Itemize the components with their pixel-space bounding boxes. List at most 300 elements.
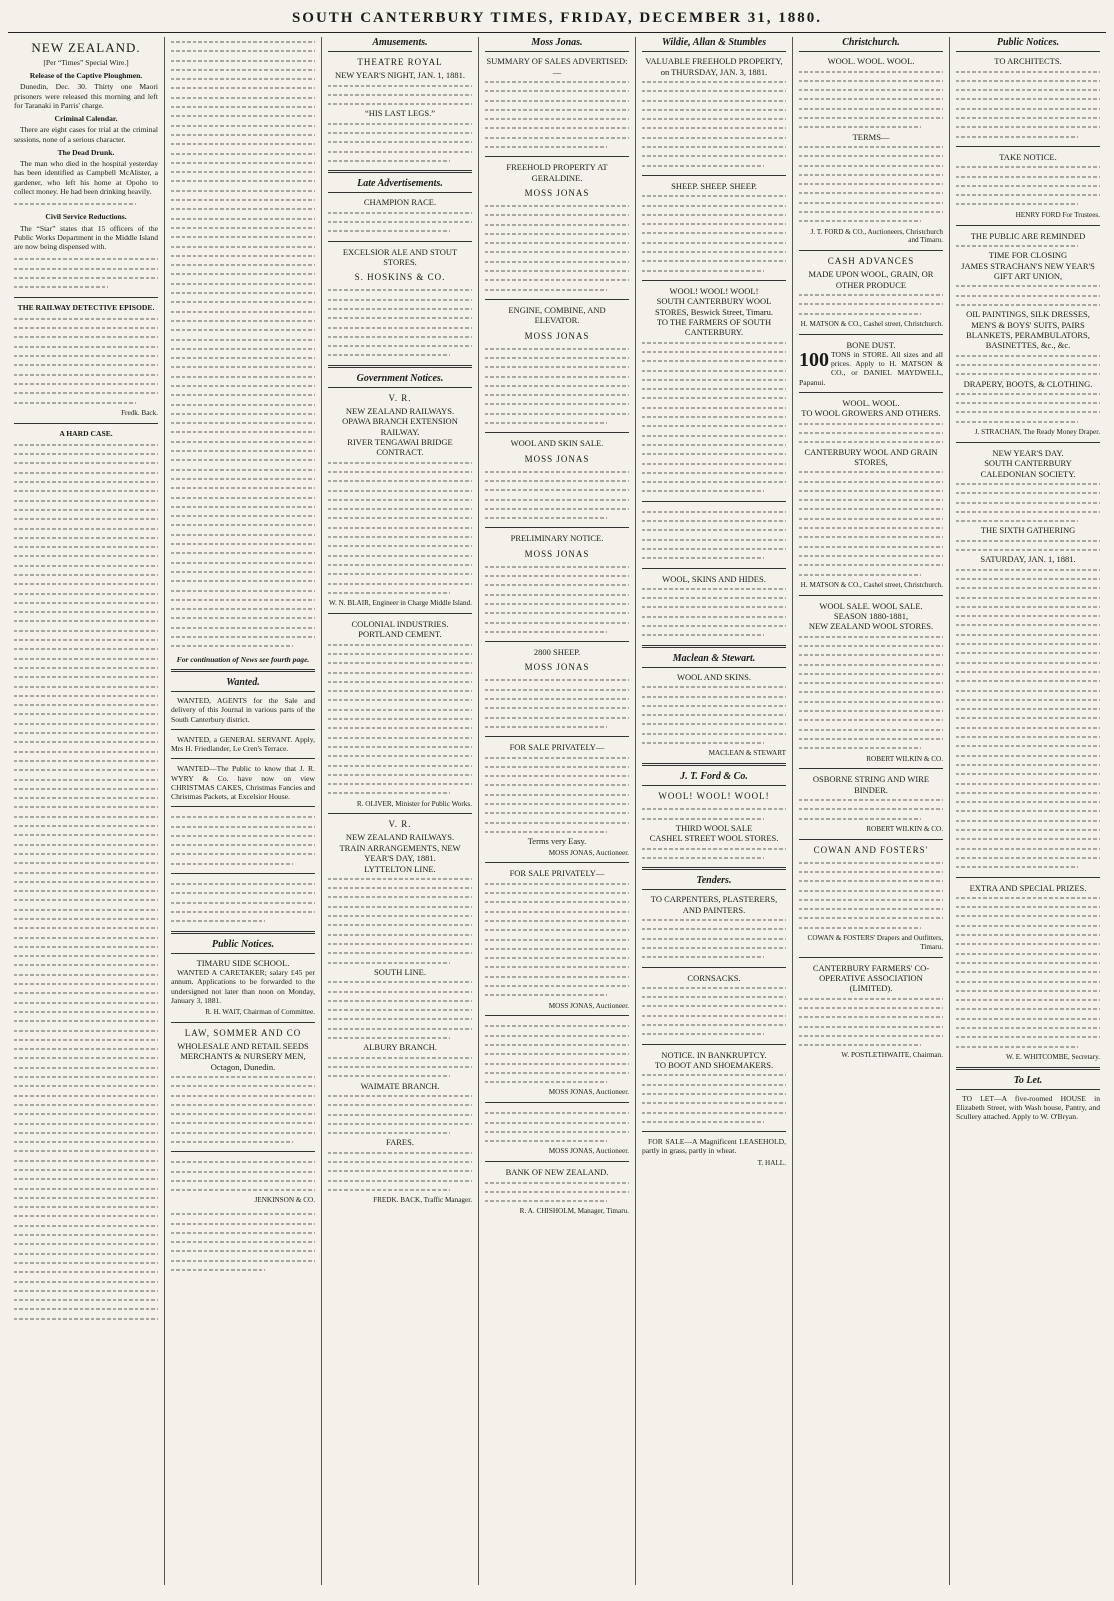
text-line — [14, 682, 158, 691]
divider — [485, 862, 629, 863]
text-line — [14, 561, 158, 570]
cash-advances-sub: MADE UPON WOOL, GRAIN, OR OTHER PRODUCE — [808, 269, 934, 290]
text-line — [799, 113, 943, 122]
text-line — [485, 935, 629, 944]
headline-release: Release of the Captive Ploughmen. — [29, 71, 143, 81]
text-line — [956, 797, 1100, 806]
text-line — [14, 1016, 158, 1025]
text-line — [642, 952, 786, 961]
text-line — [171, 822, 315, 831]
vr-mark: V. R. — [388, 392, 412, 403]
text-line — [485, 220, 629, 229]
text-line — [956, 853, 1100, 862]
text-line — [14, 1249, 158, 1258]
new-years-day-heading: NEW YEAR'S DAY. — [992, 447, 1064, 458]
text-line — [328, 332, 472, 341]
text-line — [799, 867, 943, 876]
text-line — [485, 879, 629, 888]
text-line — [485, 266, 629, 275]
divider — [956, 225, 1100, 226]
text-line — [485, 888, 629, 897]
signature-matson-2: H. MATSON & CO., Cashel street, Christchurch. — [800, 580, 943, 589]
headline-criminal: Criminal Calendar. — [54, 114, 118, 124]
cornsacks-heading: CORNSACKS. — [687, 972, 741, 983]
divider — [171, 931, 315, 934]
nz-railways-heading-2: NEW ZEALAND RAILWAYS. — [345, 832, 455, 843]
text-line — [14, 1174, 158, 1183]
text-line — [956, 911, 1100, 920]
text-line — [485, 953, 629, 962]
text-line — [956, 565, 1100, 574]
text-line — [642, 1029, 786, 1038]
text-line — [956, 816, 1100, 825]
text-line — [171, 335, 315, 344]
text-line — [642, 421, 786, 430]
text-line — [485, 618, 629, 627]
carpenters-heading: TO CARPENTERS, PLASTERERS, AND PAINTERS. — [650, 894, 778, 915]
text-line — [171, 400, 315, 409]
text-line — [14, 700, 158, 709]
text-line — [328, 649, 472, 658]
text-line — [485, 713, 629, 722]
text-line — [956, 407, 1100, 416]
text-line — [485, 114, 629, 123]
text-line — [14, 784, 158, 793]
text-line — [171, 381, 315, 390]
text-line — [171, 641, 315, 650]
signature-moss-jonas: MOSS JONAS, Auctioneer. — [548, 848, 629, 857]
text-line — [485, 981, 629, 990]
cash-advances-heading: CASH ADVANCES — [827, 256, 915, 267]
text-line — [328, 1014, 472, 1023]
text-line — [171, 65, 315, 74]
text-line — [642, 384, 786, 393]
text-line — [485, 944, 629, 953]
text-line — [485, 344, 629, 353]
text-line — [799, 428, 943, 437]
divider — [485, 432, 629, 433]
text-line — [171, 474, 315, 483]
text-line — [642, 142, 786, 151]
text-line — [328, 751, 472, 760]
text-line — [171, 409, 315, 418]
text-line — [485, 1196, 629, 1205]
text-line — [171, 1228, 315, 1237]
text-line — [14, 849, 158, 858]
for-sale-heading: FOR SALE PRIVATELY— — [509, 742, 605, 753]
text-line — [799, 161, 943, 170]
text-line — [642, 544, 786, 553]
divider — [328, 813, 472, 814]
text-line — [956, 967, 1100, 976]
text-line — [14, 332, 158, 341]
text-line — [171, 37, 315, 46]
column-moss-jonas — [479, 37, 636, 1585]
text-line — [956, 639, 1100, 648]
text-line — [799, 523, 943, 532]
text-line — [171, 511, 315, 520]
text-line — [14, 802, 158, 811]
text-line — [14, 533, 158, 542]
text-line — [956, 488, 1100, 497]
text-line — [642, 844, 786, 853]
text-line — [171, 849, 315, 858]
text-line — [14, 1119, 158, 1128]
divider — [642, 763, 786, 766]
farmers-heading: TO THE FARMERS OF SOUTH CANTERBURY. — [656, 316, 772, 338]
cowan-fosters-heading: COWAN AND FOSTERS' — [813, 844, 929, 855]
prize-list: OIL PAINTINGS, SILK DRESSES, MEN'S & BOYS' SUITS, PAIRS BLANKETS, PERAMBULATORS, BASINETTES, &c., &c. — [966, 309, 1090, 351]
text-line — [642, 201, 786, 210]
text-line — [642, 123, 786, 132]
text-line — [956, 713, 1100, 722]
text-line — [956, 76, 1100, 85]
boot-shoemakers-heading: TO BOOT AND SHOEMAKERS. — [654, 1060, 774, 1071]
text-line — [956, 769, 1100, 778]
text-line — [642, 468, 786, 477]
text-line — [956, 389, 1100, 398]
text-line — [14, 1007, 158, 1016]
text-line — [956, 862, 1100, 871]
divider — [642, 867, 786, 870]
divider — [956, 442, 1100, 443]
text-line — [14, 477, 158, 486]
text-line — [642, 692, 786, 701]
text-line — [171, 1256, 315, 1265]
text-line — [485, 990, 629, 999]
signature-postlethwaite: W. POSTLETHWAITE, Chairman. — [841, 1051, 943, 1060]
text-line — [171, 1265, 315, 1274]
text-line — [485, 780, 629, 789]
text-line — [328, 723, 472, 732]
text-line — [14, 360, 158, 369]
text-line — [799, 734, 943, 743]
text-line — [799, 1022, 943, 1031]
text-line — [642, 347, 786, 356]
text-line — [485, 275, 629, 284]
text-line — [956, 834, 1100, 843]
text-line — [642, 477, 786, 486]
colonial-heading: COLONIAL INDUSTRIES. — [351, 618, 449, 629]
text-line — [328, 686, 472, 695]
text-line — [328, 733, 472, 742]
text-line — [485, 1077, 629, 1086]
terms-heading: TERMS— — [852, 131, 890, 142]
divider — [14, 423, 158, 424]
text-line — [642, 1089, 786, 1098]
engine-heading: ENGINE, COMBINE, AND ELEVATOR. — [508, 304, 606, 326]
signature-moss-jonas-2: MOSS JONAS, Auctioneer. — [548, 1001, 629, 1010]
text-line — [14, 1053, 158, 1062]
text-line — [956, 986, 1100, 995]
text-line — [956, 741, 1100, 750]
text-line — [328, 313, 472, 322]
signature-strachan: J. STRACHAN, The Ready Money Draper. — [974, 428, 1100, 437]
signature-ford: J. T. FORD & CO., Auctioneers, Christchurch and Timaru. — [810, 227, 943, 245]
text-line — [485, 372, 629, 381]
signature-maclean: MACLEAN & STEWART — [708, 749, 786, 758]
text-line — [328, 1024, 472, 1033]
signature-jenkinson: JENKINSON & CO. — [254, 1196, 315, 1205]
text-line — [956, 132, 1100, 141]
article-criminal: There are eight cases for trial at the criminal sessions, none of a serious character. — [14, 125, 158, 144]
signature-chairman: R. H. WAIT, Chairman of Committee. — [205, 1008, 315, 1017]
text-line — [642, 114, 786, 123]
text-line — [14, 1277, 158, 1286]
divider — [171, 729, 315, 730]
text-line — [14, 616, 158, 625]
text-line — [642, 431, 786, 440]
text-line — [642, 412, 786, 421]
text-line — [642, 516, 786, 525]
text-line — [14, 765, 158, 774]
text-line — [14, 728, 158, 737]
text-line — [956, 545, 1100, 554]
text-line — [485, 599, 629, 608]
text-line — [799, 904, 943, 913]
text-line — [171, 567, 315, 576]
text-line — [14, 1267, 158, 1276]
divider — [328, 241, 472, 242]
divider — [642, 1131, 786, 1132]
text-line — [171, 437, 315, 446]
text-line — [642, 449, 786, 458]
signature-moss-jonas-4: MOSS JONAS, Auctioneer. — [548, 1147, 629, 1156]
text-line — [14, 273, 158, 282]
text-line — [14, 979, 158, 988]
text-line — [14, 1100, 158, 1109]
freehold-geraldine-heading: FREEHOLD PROPERTY AT GERALDINE. — [506, 162, 608, 183]
text-line — [642, 403, 786, 412]
text-line — [171, 888, 315, 897]
text-line — [14, 323, 158, 332]
text-line — [799, 650, 943, 659]
text-line — [14, 1165, 158, 1174]
text-line — [171, 102, 315, 111]
text-line — [14, 1026, 158, 1035]
article-civil: The “Star” states that 15 officers of the Public Works Department in the Middle Island are now being dispensed with. — [14, 223, 158, 252]
text-line — [485, 722, 629, 731]
headline-railway-detective: THE RAILWAY DETECTIVE EPISODE. — [17, 302, 155, 312]
text-line — [956, 930, 1100, 939]
divider — [171, 1151, 315, 1152]
text-line — [799, 1040, 943, 1049]
text-line — [328, 1176, 472, 1185]
text-line — [799, 632, 943, 641]
text-line — [328, 1166, 472, 1175]
text-line — [14, 199, 158, 208]
section-head-government: Government Notices. — [328, 373, 472, 388]
text-line — [642, 356, 786, 365]
ad-to-let: TO LET—A five-roomed HOUSE in Elizabeth Street, with Wash house, Pantry, and Scullery attached. Apply to W. O'Bryan. — [956, 1093, 1100, 1122]
text-line — [14, 458, 158, 467]
text-line — [642, 1070, 786, 1079]
text-line — [328, 458, 472, 467]
text-line — [642, 375, 786, 384]
text-line — [485, 1136, 629, 1145]
law-sommer-subheading: WHOLESALE AND RETAIL SEEDS MERCHANTS & NURSERY MEN, Octagon, Dunedin. — [177, 1040, 309, 1072]
text-line — [799, 290, 943, 299]
text-line — [956, 977, 1100, 986]
text-line — [171, 530, 315, 539]
text-line — [642, 266, 786, 275]
text-line — [485, 972, 629, 981]
text-line — [14, 793, 158, 802]
farmers-coop-heading: CANTERBURY FARMERS' CO-OPERATIVE ASSOCIATION (LIMITED). — [812, 962, 930, 994]
text-line — [485, 476, 629, 485]
text-line — [799, 495, 943, 504]
ad-wanted-servant: WANTED, a GENERAL SERVANT. Apply, Mrs H. Friedlander, Le Cren's Terrace. — [171, 734, 315, 754]
text-line — [485, 771, 629, 780]
text-line — [485, 210, 629, 219]
text-line — [328, 874, 472, 883]
text-line — [799, 725, 943, 734]
text-line — [485, 818, 629, 827]
take-notice-heading: TAKE NOTICE. — [999, 151, 1057, 162]
text-line — [14, 1286, 158, 1295]
divider — [485, 1015, 629, 1016]
text-line — [642, 219, 786, 228]
text-line — [485, 799, 629, 808]
text-line — [485, 762, 629, 771]
text-line — [171, 632, 315, 641]
divider — [485, 1102, 629, 1103]
signature-cowan: COWAN & FOSTERS' Drapers and Outfitters, Timaru. — [807, 934, 943, 951]
divider — [171, 1022, 315, 1023]
text-line — [485, 105, 629, 114]
divider — [799, 392, 943, 393]
text-line — [799, 1012, 943, 1021]
text-line — [485, 562, 629, 571]
text-line — [799, 886, 943, 895]
text-line — [328, 1100, 472, 1109]
divider — [956, 1067, 1100, 1070]
moss-jonas-heading-2: MOSS JONAS — [524, 330, 590, 341]
wool-wool-heading: WOOL. WOOL. — [842, 397, 900, 408]
text-line — [956, 1023, 1100, 1032]
text-line — [171, 46, 315, 55]
strachan-heading: JAMES STRACHAN'S NEW YEAR'S GIFT ART UNION, — [961, 260, 1095, 281]
text-line — [171, 548, 315, 557]
text-line — [956, 181, 1100, 190]
text-line — [642, 983, 786, 992]
text-line — [171, 1209, 315, 1218]
text-line — [328, 81, 472, 90]
text-line — [956, 949, 1100, 958]
text-line — [485, 485, 629, 494]
text-line — [328, 156, 472, 165]
ad-caretaker: WANTED A CARETAKER; salary £45 per annum. Applications to be forwarded to the undersigned not later than noon on Monday, January 3, 1881. — [171, 968, 315, 1005]
text-line — [171, 1176, 315, 1185]
text-line — [799, 104, 943, 113]
headline-dead-drunk: The Dead Drunk. — [57, 147, 115, 157]
text-line — [956, 658, 1100, 667]
text-line — [14, 1193, 158, 1202]
text-line — [485, 1059, 629, 1068]
cement-heading: PORTLAND CEMENT. — [358, 629, 442, 640]
text-line — [799, 188, 943, 197]
text-line — [14, 468, 158, 477]
text-line — [485, 238, 629, 247]
text-line — [956, 85, 1100, 94]
text-line — [171, 576, 315, 585]
text-line — [171, 288, 315, 297]
text-line — [328, 668, 472, 677]
text-line — [328, 658, 472, 667]
text-line — [14, 988, 158, 997]
text-line — [328, 504, 472, 513]
column-wildie-allan — [636, 37, 793, 1585]
tengawai-heading: RIVER TENGAWAI BRIDGE CONTRACT. — [347, 436, 453, 458]
text-line — [171, 353, 315, 362]
signature-back: Fredk. Back. — [121, 408, 158, 417]
sixth-gathering-heading: THE SIXTH GATHERING — [980, 525, 1076, 536]
divider — [799, 595, 943, 596]
section-head-christchurch: Christchurch. — [799, 37, 943, 52]
text-line — [14, 830, 158, 839]
text-line — [328, 1053, 472, 1062]
text-line — [799, 858, 943, 867]
text-line — [171, 604, 315, 613]
section-head-wildie: Wildie, Allan & Stumbles — [642, 37, 786, 52]
text-line — [171, 859, 315, 868]
text-line — [14, 314, 158, 323]
text-line — [642, 602, 786, 611]
text-line — [328, 892, 472, 901]
text-line — [14, 589, 158, 598]
text-line — [642, 1020, 786, 1029]
text-line — [328, 147, 472, 156]
text-line — [956, 844, 1100, 853]
text-line — [171, 214, 315, 223]
text-line — [642, 1011, 786, 1020]
text-line — [799, 467, 943, 476]
text-line — [956, 593, 1100, 602]
text-line — [485, 1068, 629, 1077]
text-line — [799, 678, 943, 687]
signature-matson: H. MATSON & CO., Cashel street, Christchurch. — [800, 319, 943, 328]
text-line — [171, 1072, 315, 1081]
text-line — [14, 821, 158, 830]
text-line — [14, 923, 158, 932]
text-line — [328, 532, 472, 541]
text-line — [14, 505, 158, 514]
text-line — [14, 1202, 158, 1211]
text-line — [328, 541, 472, 550]
text-line — [642, 992, 786, 1001]
text-line — [485, 381, 629, 390]
text-line — [642, 366, 786, 375]
text-line — [799, 669, 943, 678]
text-line — [799, 309, 943, 318]
text-line — [799, 876, 943, 885]
play-title: “HIS LAST LEGS.” — [365, 108, 435, 119]
text-line — [171, 297, 315, 306]
text-line — [642, 77, 786, 86]
text-line — [799, 514, 943, 523]
text-line — [171, 186, 315, 195]
text-line — [171, 898, 315, 907]
continuation-note: For continuation of News see fourth page. — [176, 654, 310, 664]
text-line — [956, 94, 1100, 103]
text-line — [171, 831, 315, 840]
text-line — [14, 877, 158, 886]
wool-skins-hides-heading: WOOL, SKINS AND HIDES. — [662, 573, 766, 584]
text-line — [799, 67, 943, 76]
moss-jonas-heading-3: MOSS JONAS — [524, 453, 590, 464]
text-line — [485, 590, 629, 599]
text-line — [642, 247, 786, 256]
